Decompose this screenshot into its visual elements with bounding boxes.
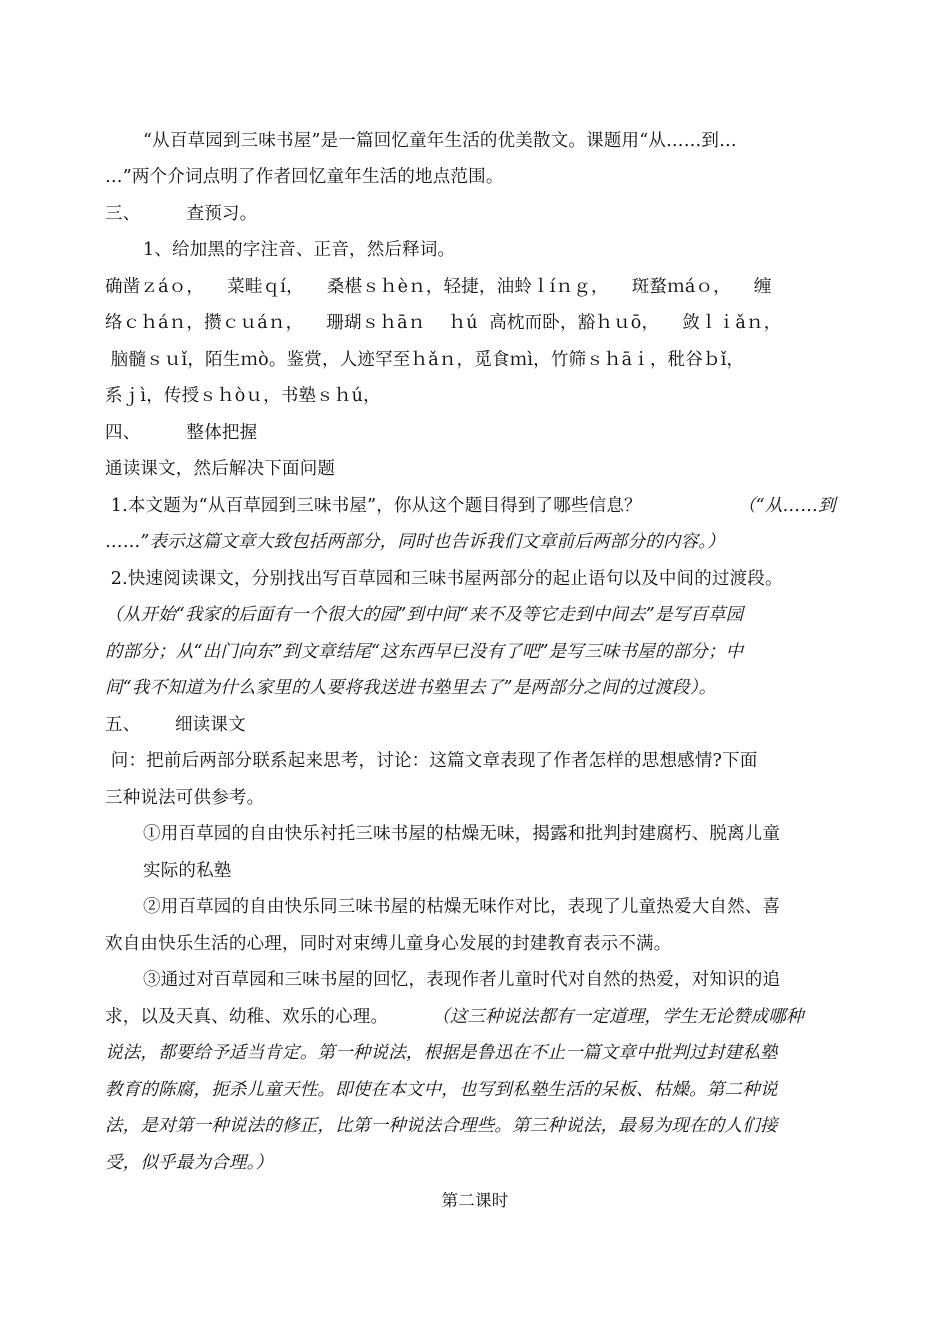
option-3-answer-line-1: 说法，都要给予适当肯定。第一种说法，根据是鲁迅在不止一篇文章中批判过封建私塾 xyxy=(105,1043,778,1063)
section-5-question-line-1: 问：把前后两部分联系起来思考，讨论：这篇文章表现了作者怎样的思想感情?下面 xyxy=(105,751,758,771)
option-3-answer-line-4: 受，似乎最为合理。） xyxy=(105,1153,274,1173)
question-1-answer-start: （“从……到 xyxy=(738,496,836,516)
section-5-question-line-2: 三种说法可供参考。 xyxy=(105,788,265,808)
option-3-answer-line-2: 教育的陈腐，扼杀儿童天性。即使在本文中，也写到私塾生活的呆板、枯燥。第二种说 xyxy=(105,1080,778,1100)
intro-line-1: “从百草园到三味书屋”是一篇回忆童年生活的优美散文。课题用“从……到… xyxy=(143,131,737,151)
section-3-task: 1、给加黑的字注音、正音，然后释词。 xyxy=(143,240,456,260)
question-2-answer-line-1: （从开始“我家的后面有一个很大的园”到中间“来不及等它走到中间去”是写百草园 xyxy=(105,605,744,625)
question-2-answer-line-2: 的部分；从“出门向东”到文章结尾“这东西早已没有了吧”是写三味书屋的部分；中 xyxy=(105,642,744,662)
question-1-answer: ……”表示这篇文章大致包括两部分，同时也告诉我们文章前后两部分的内容。） xyxy=(105,532,725,552)
vocab-line-2: 络ｃｈáｎ，攒ｃｕáｎ， 珊瑚ｓｈāｎ ｈú 高枕而卧，豁ｈｕō， 敛ｌｉǎｎ， xyxy=(105,313,782,333)
vocab-line-1: 确凿ｚáｏ， 菜畦ｑí， 桑椹ｓｈèｎ，轻捷，油蛉ｌíｎｇ， 斑蝥ｍáｏ， 缠 xyxy=(105,277,772,297)
section-3-heading: 三、 查预习。 xyxy=(105,204,258,224)
vocab-line-4: 系ｊì，传授ｓｈòｕ，书塾ｓｈú， xyxy=(105,386,381,406)
section-4-instruction: 通读课文，然后解决下面问题 xyxy=(105,459,336,479)
question-2: 2.快速阅读课文，分别找出写百草园和三味书屋两部分的起止语句以及中间的过渡段。 xyxy=(105,569,783,589)
question-1: 1.本文题为“从百草园到三味书屋”，你从这个题目得到了哪些信息？ xyxy=(105,496,642,516)
section-5-heading: 五、 细读课文 xyxy=(105,715,246,735)
section-4-heading: 四、 整体把握 xyxy=(105,423,258,443)
option-3-line-2: 求，以及天真、幼稚、欢乐的心理。 xyxy=(105,1007,389,1027)
intro-line-2: …”两个介词点明了作者回忆童年生活的地点范围。 xyxy=(105,167,504,187)
option-2-line-2: 欢自由快乐生活的心理，同时对束缚儿童身心发展的封建教育表示不满。 xyxy=(105,934,672,954)
lesson-heading: 第二课时 xyxy=(441,1191,509,1210)
option-3-answer-line-3: 法，是对第一种说法的修正，比第一种说法合理些。第三种说法，最易为现在的人们接 xyxy=(105,1116,778,1136)
vocab-line-3: 脑髓ｓｕǐ，陌生ｍò。鉴赏，人迹罕至ｈǎｎ，觅食ｍì，竹筛ｓｈāｉ，秕谷ｂǐ， xyxy=(105,350,745,370)
option-2-line-1: ②用百草园的自由快乐同三味书屋的枯燥无味作对比，表现了儿童热爱大自然、喜 xyxy=(143,897,781,917)
option-1-line-1: ①用百草园的自由快乐衬托三味书屋的枯燥无味，揭露和批判封建腐朽、脱离儿童 xyxy=(143,824,781,844)
question-2-answer-line-3: 间“我不知道为什么家里的人要将我送进书塾里去了”是两部分之间的过渡段）。 xyxy=(105,678,717,698)
option-3-answer-start: （这三种说法都有一定道理，学生无论赞成哪种 xyxy=(432,1007,804,1027)
option-1-line-2: 实际的私塾 xyxy=(143,861,232,881)
option-3-line-1: ③通过对百草园和三味书屋的回忆，表现作者儿童时代对自然的热爱，对知识的追 xyxy=(143,970,781,990)
